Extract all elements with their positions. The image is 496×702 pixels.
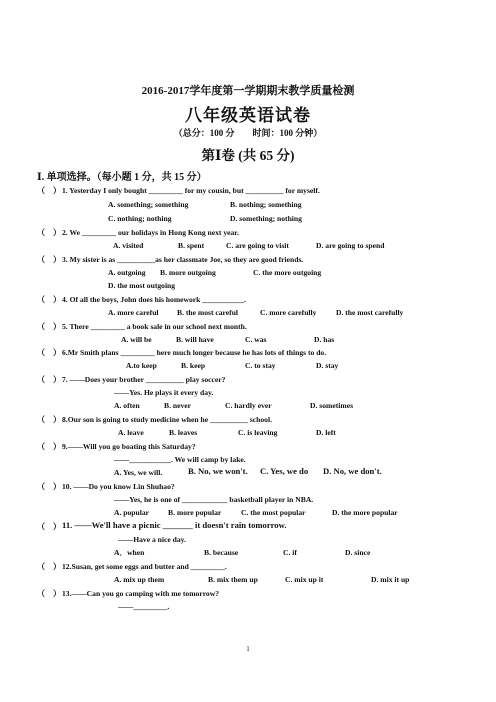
option-a: A. something; something xyxy=(108,200,189,209)
option-d: D. are going to spend xyxy=(316,241,385,250)
page-number: 1 xyxy=(246,645,250,653)
question-stem: 8.Our son is going to study medicine when he __________ school. xyxy=(62,415,272,424)
option-b: B. more outgoing xyxy=(160,268,216,277)
dialogue-reply: ——_________. xyxy=(118,602,170,611)
question-stem: 12.Susan, get some eggs and butter and _________. xyxy=(62,562,227,571)
option-b: B. keep xyxy=(181,361,206,370)
option-d: D. left xyxy=(316,428,336,437)
option-c: C. if xyxy=(283,548,297,557)
option-c: C. the more outgoing xyxy=(253,268,322,277)
option-c: C. are going to visit xyxy=(226,241,289,250)
option-d: D. has xyxy=(314,335,335,344)
option-a: A. popular xyxy=(114,508,150,517)
option-b: B. the most careful xyxy=(177,308,239,317)
question-stem: 10. ——Do you know Lin Shuhao? xyxy=(62,482,175,491)
option-a: A．when xyxy=(114,548,145,557)
option-b: B. because xyxy=(204,548,239,557)
option-b: B. will have xyxy=(176,335,214,344)
question-stem: 2. We _________ our holidays in Hong Kong next year. xyxy=(62,228,239,237)
dialogue-reply: ——___________. We will camp by lake. xyxy=(114,455,246,464)
option-b: B. leaves xyxy=(169,428,198,437)
option-d: D. mix it up xyxy=(371,575,410,584)
exam-info: （总分：100 分 时间：100 分钟） xyxy=(173,128,323,138)
question-stem: 4. Of all the boys, John does his homework ___________. xyxy=(62,295,246,304)
option-a: A. outgoing xyxy=(108,268,146,277)
question-stem: 1. Yesterday I only bought _________ for my cousin, but __________ for myself. xyxy=(62,186,320,195)
answer-bracket[interactable]: （ ） xyxy=(37,228,61,237)
option-b: B. more popular xyxy=(168,508,222,517)
option-a: A.to keep xyxy=(126,361,157,370)
answer-bracket[interactable]: （ ） xyxy=(37,255,61,264)
section-heading: Ⅰ. 单项选择。（每小题 1 分，共 15 分） xyxy=(37,172,207,183)
answer-bracket[interactable]: （ ） xyxy=(37,482,61,491)
answer-bracket[interactable]: （ ） xyxy=(37,589,61,598)
option-c: C. mix up it xyxy=(285,575,324,584)
dialogue-reply: ——Yes. He plays it every day. xyxy=(114,388,214,397)
answer-bracket[interactable]: （ ） xyxy=(37,186,61,195)
option-a: A. leave xyxy=(118,428,144,437)
option-d: D. No, we don't. xyxy=(323,466,382,476)
option-b: B. mix them up xyxy=(208,575,258,584)
volume-title: 第Ⅰ卷 (共 65 分) xyxy=(201,148,295,163)
option-c: C. hardly ever xyxy=(225,401,272,410)
option-d: D. sometimes xyxy=(310,401,354,410)
option-d: D. stay xyxy=(316,361,339,370)
option-c: C. is leaving xyxy=(238,428,278,437)
option-a: A. mix up them xyxy=(114,575,165,584)
option-b: B. spent xyxy=(178,241,205,250)
answer-bracket[interactable]: （ ） xyxy=(37,322,61,331)
option-d: D. the more popular xyxy=(332,508,398,517)
option-d: D. something; nothing xyxy=(230,214,302,223)
answer-bracket[interactable]: （ ） xyxy=(37,375,61,384)
option-b: B. nothing; something xyxy=(230,200,302,209)
option-c: C. nothing; nothing xyxy=(108,214,172,223)
option-c: C. to stay xyxy=(245,361,276,370)
option-a: A. Yes, we will. xyxy=(114,468,163,477)
option-a: A. visited xyxy=(113,241,144,250)
question-stem: 7. ——Does your brother __________ play soccer? xyxy=(62,375,226,384)
dialogue-reply: ——Have a nice day. xyxy=(118,535,186,544)
answer-bracket[interactable]: （ ） xyxy=(37,522,61,531)
option-d: D. the most carefully xyxy=(336,308,404,317)
option-c: C. was xyxy=(245,335,267,344)
question-stem: 11. ——We'll have a picnic _______ it doesn't rain tomorrow. xyxy=(62,520,287,530)
answer-bracket[interactable]: （ ） xyxy=(37,442,61,451)
option-a: A. often xyxy=(114,401,140,410)
answer-bracket[interactable]: （ ） xyxy=(37,415,61,424)
answer-bracket[interactable]: （ ） xyxy=(37,562,61,571)
exam-title: 2016-2017学年度第一学期期末教学质量检测 xyxy=(141,85,355,97)
question-stem: 3. My sister is as __________as her classmate Joe, so they are good friends. xyxy=(62,255,304,264)
dialogue-reply: ——Yes, he is one of ____________ basketball player in NBA. xyxy=(114,495,314,504)
option-a: A. more careful xyxy=(108,308,159,317)
question-stem: 9.——Will you go boating this Saturday? xyxy=(62,442,196,451)
question-stem: 5. There _________ a book sale in our school next month. xyxy=(62,322,247,331)
option-a: A. will be xyxy=(121,335,152,344)
subject-title: 八年级英语试卷 xyxy=(185,106,311,125)
answer-bracket[interactable]: （ ） xyxy=(37,348,61,357)
option-d: D. since xyxy=(345,548,371,557)
answer-bracket[interactable]: （ ） xyxy=(37,295,61,304)
option-c: C. the most popular xyxy=(241,508,306,517)
question-stem: 6.Mr Smith plans _________ here much longer because he has lots of things to do. xyxy=(62,348,327,357)
option-d: D. the most outgoing xyxy=(108,281,176,290)
question-stem: 13.——Can you go camping with me tomorrow? xyxy=(62,589,220,598)
option-c: C. Yes, we do xyxy=(260,466,309,476)
option-b: B. No, we won't. xyxy=(188,466,248,476)
option-b: B. never xyxy=(164,401,191,410)
option-c: C. more carefully xyxy=(260,308,317,317)
